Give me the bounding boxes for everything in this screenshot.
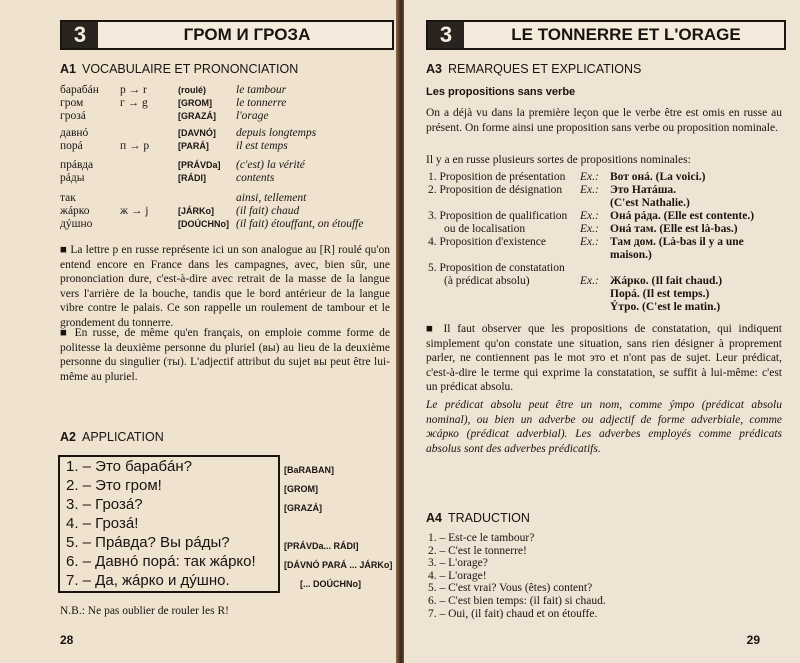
pronunciation-paragraph: ■ La lettre р en russe représente ici un son analogue au [R] roulé qu'on entend encore en France dans les campagnes, avec, bien sûr, une prononciation dure, c'est-à-dire avec retrait de la masse de la langue vers l'arrière de la bouche, tandis que le bord antérieur de la langue vibre contre le palais. Ce son rappelle un roulement de tambour et le grondement du tonnerre. xyxy=(60,244,390,329)
chapter-number: 3 xyxy=(428,22,464,48)
proposition-label: 4. Proposition d'existence xyxy=(428,236,547,248)
vocab-russian: гром xyxy=(60,97,84,109)
proposition-label: 2. Proposition de désignation xyxy=(428,184,563,196)
proposition-example: Вот онá. (La voici.) xyxy=(610,171,706,183)
proposition-example: (C'est Nathalie.) xyxy=(610,197,690,209)
right-page xyxy=(404,0,800,663)
section-title: REMARQUES ET EXPLICATIONS xyxy=(447,62,642,76)
vocab-russian: дýшно xyxy=(60,218,93,230)
section-a3 xyxy=(426,62,641,76)
proposition-label: (à prédicat absolu) xyxy=(444,275,530,287)
application-transcription: [DÁVNÓ PARÁ ... JÁRKo] xyxy=(284,560,393,570)
vocab-russian: барабáн xyxy=(60,84,99,96)
vocab-french: (c'est) la vérité xyxy=(236,159,305,171)
proposition-label: 1. Proposition de présentation xyxy=(428,171,566,183)
proposition-label: 5. Proposition de constatation xyxy=(428,262,565,274)
vocab-transcription: [PARÁ] xyxy=(178,141,209,151)
application-line: 2. – Это гром! xyxy=(66,477,162,494)
proposition-ex: Ex.: xyxy=(580,223,599,235)
vocab-transcription: [DAVNÓ] xyxy=(178,128,216,138)
vocab-rule: ж → j xyxy=(120,205,149,217)
vocab-french: (il fait) chaud xyxy=(236,205,300,217)
application-box xyxy=(58,455,280,593)
proposition-example: Порá. (Il est temps.) xyxy=(610,288,710,300)
proposition-example: Онá там. (Elle est là-bas.) xyxy=(610,223,738,235)
application-line: 1. – Это барабáн? xyxy=(66,458,193,475)
vocab-transcription: [GRAZÁ] xyxy=(178,111,216,121)
application-transcription: [... DOÚCHNo] xyxy=(300,579,361,589)
page-number: 28 xyxy=(60,633,74,647)
vocab-transcription: [PRÁVDa] xyxy=(178,160,221,170)
vocab-transcription: [RÁDI] xyxy=(178,173,206,183)
nb-note: N.B.: Ne pas oublier de rouler les R! xyxy=(60,605,229,617)
vocab-french: contents xyxy=(236,172,275,184)
vocab-russian: грозá xyxy=(60,110,86,122)
vocab-russian: жáрко xyxy=(60,205,90,217)
application-line: 4. – Грозá! xyxy=(66,515,139,532)
application-line: 6. – Давнó порá: так жáрко! xyxy=(66,553,256,570)
proposition-example: Жáрко. (Il fait chaud.) xyxy=(610,275,723,287)
application-line: 3. – Грозá? xyxy=(66,496,143,513)
vocab-french: le tonnerre xyxy=(236,97,287,109)
vocab-transcription: [GROM] xyxy=(178,98,212,108)
vocab-french: il est temps xyxy=(236,140,288,152)
proposition-example: Там дом. (Là-bas il y a une xyxy=(610,236,744,248)
translation-line: 2. – C'est le tonnerre! xyxy=(428,544,527,557)
chapter-header xyxy=(426,20,786,50)
section-code: A1 xyxy=(60,62,76,76)
translation-line: 3. – L'orage? xyxy=(428,557,488,570)
vocab-french: (il fait) étouffant, on étouffe xyxy=(236,218,364,230)
section-code: A2 xyxy=(60,430,76,444)
vocab-transcription: [DOÚCHNo] xyxy=(178,219,229,229)
section-title: APPLICATION xyxy=(81,430,164,444)
section-a1 xyxy=(60,62,298,76)
left-page xyxy=(0,0,398,663)
vocab-russian: давнó xyxy=(60,127,89,139)
proposition-ex: Ex.: xyxy=(580,184,599,196)
section-title: VOCABULAIRE ET PRONONCIATION xyxy=(81,62,299,76)
section-title: TRADUCTION xyxy=(447,511,530,525)
vocab-russian: прáвда xyxy=(60,159,94,171)
translation-line: 1. – Est-ce le tambour? xyxy=(428,532,535,544)
vocab-french: depuis longtemps xyxy=(236,127,317,139)
vocab-russian: так xyxy=(60,192,76,204)
translation-line: 5. – C'est vrai? Vous (êtes) content? xyxy=(428,582,593,595)
chapter-number: 3 xyxy=(62,22,98,48)
proposition-ex: Ex.: xyxy=(580,275,599,287)
application-transcription: [PRÁVDa... RÁDI] xyxy=(284,541,359,551)
vocab-russian: рáды xyxy=(60,172,85,184)
section-a2 xyxy=(60,430,164,444)
application-transcription: [BaRABAN] xyxy=(284,465,334,475)
translation-line: 6. – C'est bien temps: (il fait) si chaud. xyxy=(428,595,606,607)
proposition-example: Онá рáда. (Elle est contente.) xyxy=(610,210,755,222)
page-number: 29 xyxy=(746,633,760,647)
vocab-russian: порá xyxy=(60,140,83,152)
chapter-title: LE TONNERRE ET L'ORAGE xyxy=(511,25,741,44)
intro-paragraph: On a déjà vu dans la première leçon que le verbe être est omis en russe au présent. On forme ainsi une proposition sans verbe ou proposition nominale. xyxy=(426,107,782,134)
application-transcription: [GROM] xyxy=(284,484,318,494)
chapter-header xyxy=(60,20,394,50)
proposition-example: maison.) xyxy=(610,249,652,261)
vocab-transcription: [JÁRKo] xyxy=(178,206,214,216)
vocab-french: le tambour xyxy=(236,84,287,96)
vocab-rule: р → r xyxy=(120,84,147,96)
application-line: 5. – Прáвда? Вы рáды? xyxy=(66,534,230,551)
section-code: A4 xyxy=(426,511,442,525)
proposition-example: Это Натáша. xyxy=(610,184,677,196)
translation-line: 7. – Oui, (il fait) chaud et on étouffe. xyxy=(428,607,598,620)
proposition-ex: Ex.: xyxy=(580,210,599,222)
nominal-paragraph: Il y a en russe plusieurs sortes de propositions nominales: xyxy=(426,154,691,166)
proposition-ex: Ex.: xyxy=(580,236,599,248)
proposition-example: Ýтро. (C'est le matin.) xyxy=(610,301,721,313)
application-line: 7. – Да, жáрко и дýшно. xyxy=(66,572,230,589)
vocab-rule: г → g xyxy=(120,97,148,109)
section-code: A3 xyxy=(426,62,442,76)
proposition-label: 3. Proposition de qualification xyxy=(428,210,568,222)
proposition-ex: Ex.: xyxy=(580,171,599,183)
predicate-paragraph: Le prédicat absolu peut être un nom, comme ýтро (prédicat absolu nominal), ou bien un adverbe ou adjectif de forme adverbiale, comme жáрко (prédicat adverbial). Les adverbes employés comme prédicats absolus sont des adverbes prédicatifs. xyxy=(426,399,782,455)
politeness-paragraph: ■ En russe, de même qu'en français, on emploie comme forme de politesse la deuxième personne du pluriel (вы) au lieu de la deuxième personne du singulier (ты). L'adjectif attribut du sujet вы peut être lui-même au pluriel. xyxy=(60,327,390,383)
translation-line: 4. – L'orage! xyxy=(428,569,487,582)
proposition-label: ou de localisation xyxy=(444,223,526,235)
application-transcription: [GRAZÁ] xyxy=(284,503,322,513)
subtitle: Les propositions sans verbe xyxy=(426,86,576,98)
section-a4 xyxy=(426,511,530,525)
chapter-title: ГРОМ И ГРОЗА xyxy=(183,25,311,44)
vocab-rule: п → p xyxy=(120,140,150,152)
constatation-paragraph: ■ Il faut observer que les propositions de constatation, qui indiquent simplement qu'on constate une situation, sans rien désigner à proprement parler, ne contiennent pas le mot это et n'ont pas de sujet. Leur prédicat, c'est-à-dire le terme qui exprime la constatation, se suffit à lui-même: c'est un prédicat absolu. xyxy=(426,323,782,393)
vocab-french: ainsi, tellement xyxy=(236,192,307,204)
vocab-transcription: (roulé) xyxy=(178,85,206,95)
vocab-french: l'orage xyxy=(236,110,269,122)
